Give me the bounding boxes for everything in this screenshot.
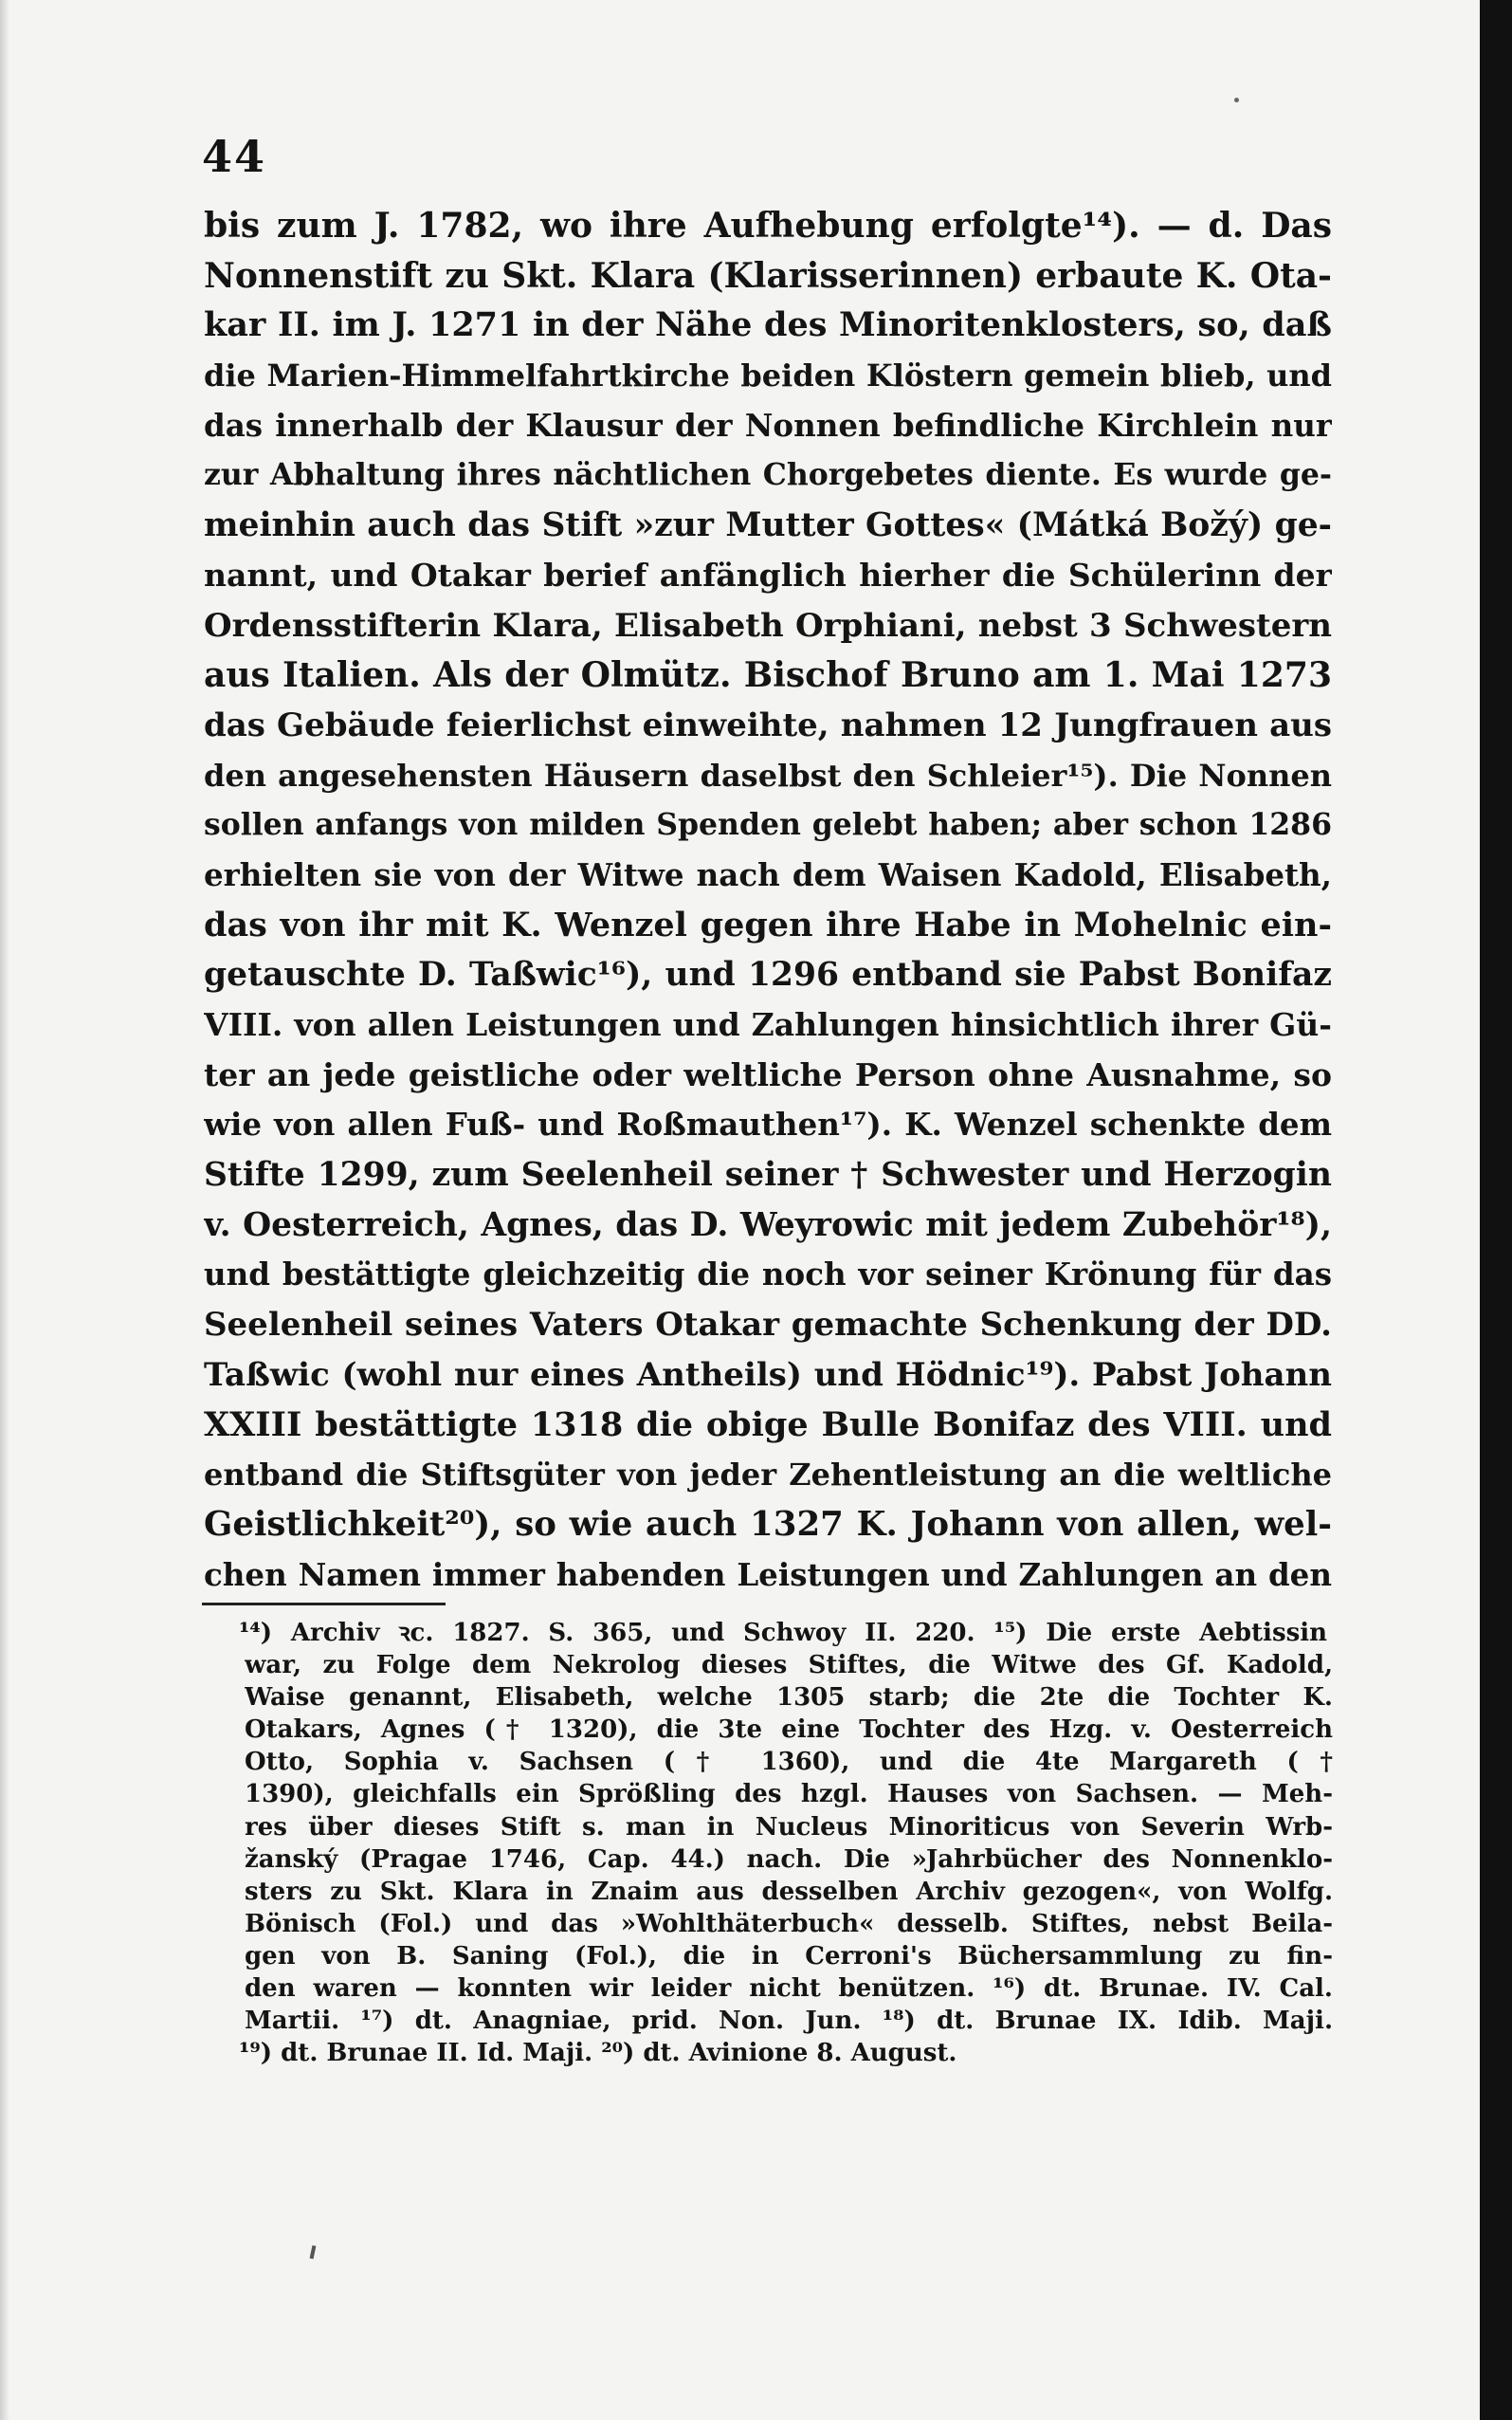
body-line: Nonnenstift zu Skt. Klara (Klarisserinnen) erbaute K. Ota- (204, 255, 1332, 296)
body-line: entband die Stiftsgüter von jeder Zehentleistung an die weltliche (204, 1457, 1332, 1494)
body-line: bis zum J. 1782, wo ihre Aufhebung erfolgte¹⁴). — d. Das (204, 206, 1332, 246)
body-line: chen Namen immer habenden Leistungen und Zahlungen an den (204, 1555, 1332, 1593)
body-line: das innerhalb der Klausur der Nonnen befindliche Kirchlein nur (204, 406, 1332, 444)
footnote-line: war, zu Folge dem Nekrolog dieses Stiftes, die Witwe des Gf. Kadold, (245, 1651, 1333, 1680)
body-line: wie von allen Fuß- und Roßmauthen¹⁷). K. Wenzel schenkte dem (204, 1106, 1332, 1144)
body-line: ter an jede geistliche oder weltliche Person ohne Ausnahme, so (204, 1055, 1332, 1093)
body-line: v. Oesterreich, Agnes, das D. Weyrowic mit jedem Zubehör¹⁸), (204, 1205, 1332, 1244)
body-line: getauschte D. Taßwic¹⁶), und 1296 entband sie Pabst Bonifaz (204, 956, 1332, 995)
footnote-line: Bönisch (Fol.) und das »Wohlthäterbuch« desselb. Stiftes, nebst Beila- (245, 1909, 1333, 1938)
footnote-line: ¹⁹) dt. Brunae II. Id. Maji. ²⁰) dt. Avinione 8. August. (239, 2039, 957, 2068)
body-line: nannt, und Otakar berief anfänglich hierher die Schülerinn der (204, 556, 1332, 594)
body-line: sollen anfangs von milden Spenden gelebt haben; aber schon 1286 (204, 807, 1332, 843)
footnote-line: žanský (Pragae 1746, Cap. 44.) nach. Die »Jahrbücher des Nonnenklo- (245, 1844, 1333, 1874)
footnote-line: sters zu Skt. Klara in Znaim aus desselben Archiv gezogen«, von Wolfg. (245, 1877, 1333, 1906)
ink-speck (1234, 98, 1239, 102)
body-line: das Gebäude feierlichst einweihte, nahmen 12 Jungfrauen aus (204, 706, 1332, 744)
ink-mark (310, 2246, 317, 2260)
body-line: meinhin auch das Stift »zur Mutter Gottes« (Mátká Božý) ge- (204, 506, 1332, 545)
body-line: Stifte 1299, zum Seelenheil seiner † Schwester und Herzogin (204, 1156, 1332, 1195)
body-line: erhielten sie von der Witwe nach dem Waisen Kadold, Elisabeth, (204, 855, 1332, 893)
footnote-line: Martii. ¹⁷) dt. Anagniae, prid. Non. Jun. ¹⁸) dt. Brunae IX. Idib. Maji. (245, 2007, 1333, 2036)
body-line: zur Abhaltung ihres nächtlichen Chorgebetes diente. Es wurde ge- (204, 457, 1332, 493)
footnote-line: Otto, Sophia v. Sachsen († 1360), und die 4te Margareth († (245, 1748, 1333, 1777)
footnote-divider (202, 1603, 446, 1605)
body-line: VIII. von allen Leistungen und Zahlungen hinsichtlich ihrer Gü- (204, 1006, 1332, 1043)
footnote-line: gen von B. Saning (Fol.), die in Cerroni's Büchersammlung zu fin- (245, 1941, 1333, 1971)
body-line: Ordensstifterin Klara, Elisabeth Orphiani, nebst 3 Schwestern (204, 606, 1332, 645)
footnote-line: Waise genannt, Elisabeth, welche 1305 starb; die 2te die Tochter K. (245, 1683, 1333, 1713)
body-text (204, 201, 1332, 1600)
body-line: kar II. im J. 1271 in der Nähe des Minoritenklosters, so, daß (204, 305, 1332, 345)
footnote-line: 1390), gleichfalls ein Sprößling des hzgl. Hauses von Sachsen. — Meh- (245, 1780, 1333, 1809)
scan-border (1480, 0, 1512, 2420)
body-line: Geistlichkeit²⁰), so wie auch 1327 K. Johann von allen, wel- (204, 1504, 1332, 1544)
body-line: Seelenheil seines Vaters Otakar gemachte Schenkung der DD. (204, 1306, 1332, 1345)
body-line: aus Italien. Als der Olmütz. Bischof Bruno am 1. Mai 1273 (204, 655, 1332, 696)
footnotes (239, 1617, 1333, 2069)
body-line: XXIII bestättigte 1318 die obige Bulle Bonifaz des VIII. und (204, 1404, 1332, 1444)
body-line: die Marien-Himmelfahrtkirche beiden Klöstern gemein blieb, und (204, 358, 1332, 394)
page-number: 44 (202, 131, 267, 182)
footnote-line: Otakars, Agnes († 1320), die 3te eine Tochter des Hzg. v. Oesterreich (245, 1715, 1333, 1745)
footnote-line: ¹⁴) Archiv ꝛc. 1827. S. 365, und Schwoy II. 220. ¹⁵) Die erste Aebtissin (239, 1619, 1327, 1647)
page-edge-shadow (0, 0, 9, 2420)
body-line: Taßwic (wohl nur eines Antheils) und Hödnic¹⁹). Pabst Johann (204, 1355, 1332, 1394)
footnote-line: res über dieses Stift s. man in Nucleus Minoriticus von Severin Wrb- (245, 1812, 1333, 1842)
body-line: das von ihr mit K. Wenzel gegen ihre Habe in Mohelnic ein- (204, 905, 1332, 944)
footnote-line: den waren — konnten wir leider nicht benützen. ¹⁶) dt. Brunae. IV. Cal. (245, 1974, 1333, 2004)
body-line: und bestättigte gleichzeitig die noch vor seiner Krönung für das (204, 1256, 1332, 1293)
body-line: den angesehensten Häusern daselbst den Schleier¹⁵). Die Nonnen (204, 757, 1332, 794)
